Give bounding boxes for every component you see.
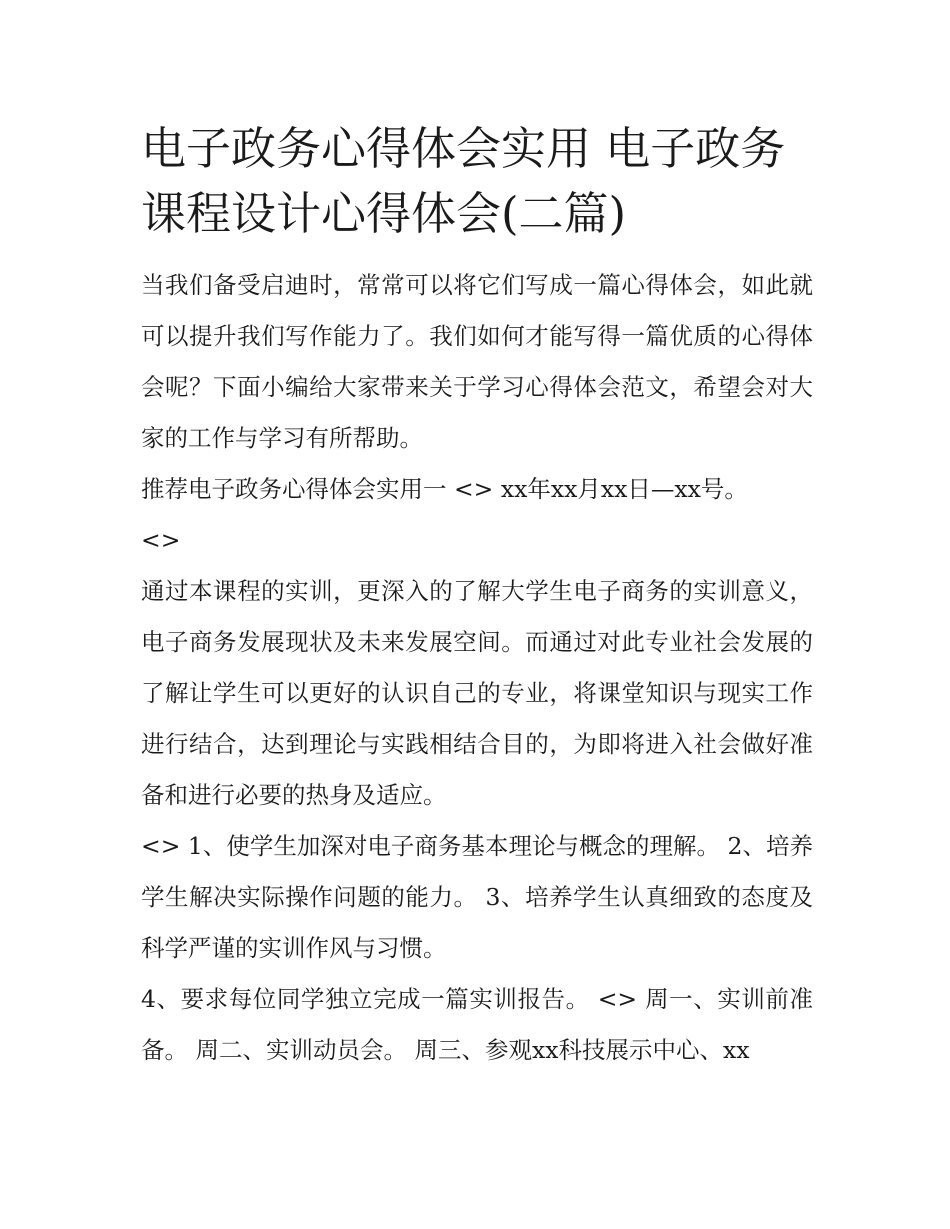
recommend-paragraph: 推荐电子政务心得体会实用一 <> xx年xx月xx日—xx号。 bbox=[141, 475, 748, 503]
placeholder-paragraph: <> bbox=[141, 526, 181, 554]
document-title: 电子政务心得体会实用 电子政务课程设计心得体会(二篇) bbox=[141, 122, 786, 240]
document-body bbox=[141, 116, 813, 1076]
paragraph-list bbox=[141, 260, 813, 1076]
goals-paragraph: <> 1、使学生加深对电子商务基本理论与概念的理解。 2、培养学生解决实际操作问题的能力。 3、培养学生认真细致的态度及科学严谨的实训作风与习惯。 bbox=[141, 832, 813, 962]
purpose-paragraph: 通过本课程的实训，更深入的了解大学生电子商务的实训意义，电子商务发展现状及未来发展空间。而通过对此专业社会发展的了解让学生可以更好的认识自己的专业，将课堂知识与现实工作进行结合，达到理论与实践相结合目的，为即将进入社会做好准备和进行必要的热身及适应。 bbox=[141, 577, 813, 809]
intro-paragraph: 当我们备受启迪时，常常可以将它们写成一篇心得体会，如此就可以提升我们写作能力了。我们如何才能写得一篇优质的心得体会呢？下面小编给大家带来关于学习心得体会范文，希望会对大家的工作与学习有所帮助。 bbox=[141, 271, 813, 452]
schedule-paragraph: 4、要求每位同学独立完成一篇实训报告。 <> 周一、实训前准备。 周二、实训动员会。 周三、参观xx科技展示中心、xx bbox=[141, 985, 813, 1064]
